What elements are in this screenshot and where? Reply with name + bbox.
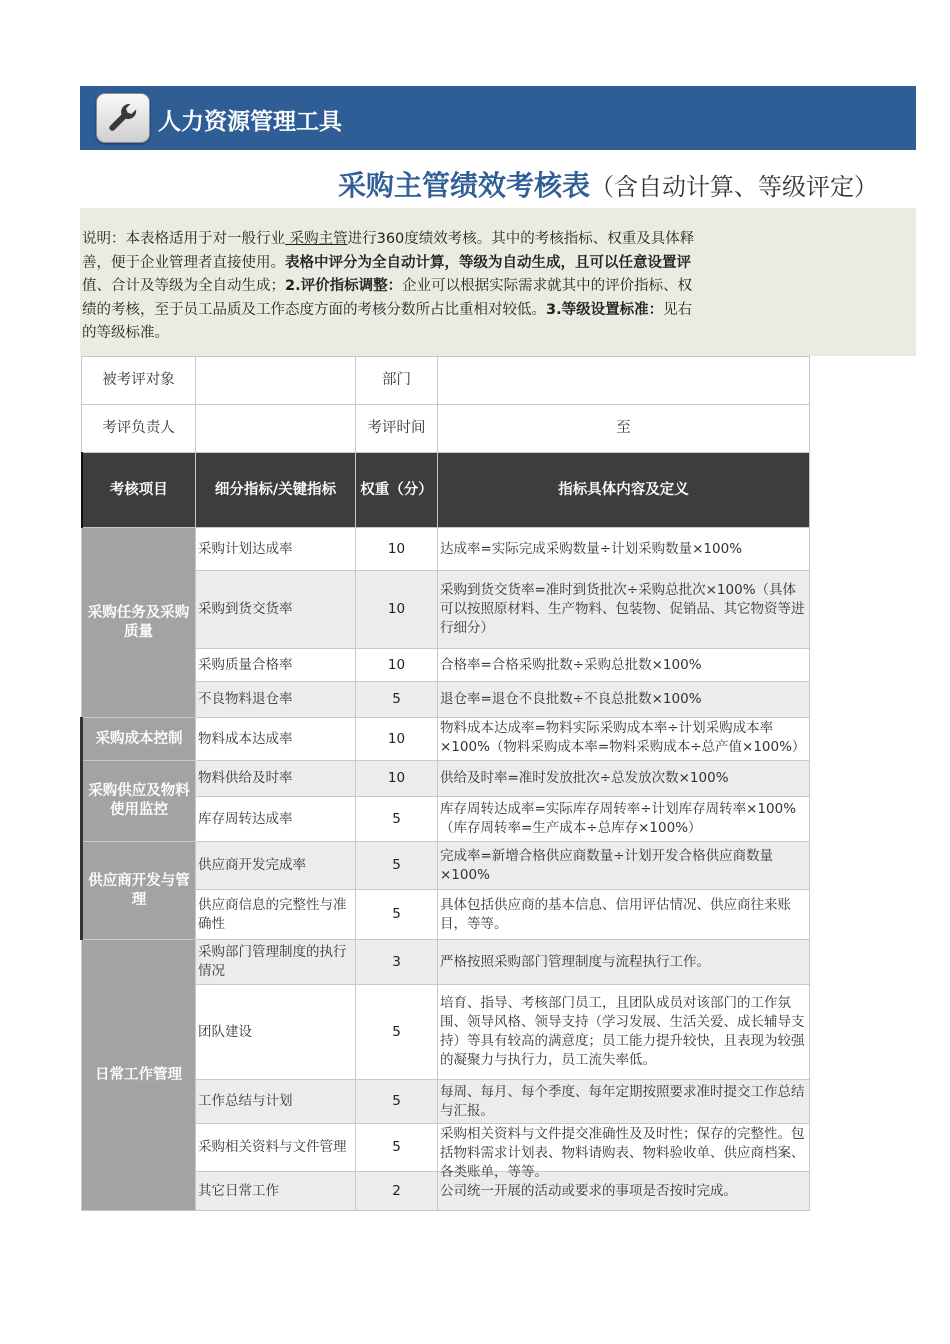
app-title: 人力资源管理工具 xyxy=(158,109,342,135)
info-row xyxy=(82,405,810,453)
page-title xyxy=(338,164,898,204)
weight-cell[interactable]: 5 xyxy=(356,1080,438,1124)
indicator-cell: 其它日常工作 xyxy=(196,1172,356,1211)
weight-cell[interactable]: 5 xyxy=(356,682,438,718)
info-row xyxy=(82,357,810,405)
definition-cell: 库存周转达成率=实际库存周转率÷计划库存周转率×100%（库存周转率=生产成本÷总库存×100%） xyxy=(438,797,810,842)
note-line: 的等级标准。 xyxy=(82,325,169,341)
table-row xyxy=(82,761,810,797)
category-cell: 日常工作管理 xyxy=(82,940,196,1211)
kpi-table xyxy=(80,356,810,1211)
definition-cell: 达成率=实际完成采购数量÷计划采购数量×100% xyxy=(438,528,810,571)
definition-cell: 物料成本达成率=物料实际采购成本率÷计划采购成本率×100%（物料采购成本率=物料采购成本÷总产值×100%） xyxy=(438,718,810,761)
category-cell: 供应商开发与管理 xyxy=(82,842,196,940)
definition-cell: 完成率=新增合格供应商数量÷计划开发合格供应商数量×100% xyxy=(438,842,810,890)
weight-cell[interactable]: 10 xyxy=(356,761,438,797)
definition-cell: 合格率=合格采购批数÷采购总批数×100% xyxy=(438,649,810,682)
wrench-icon[interactable] xyxy=(96,93,150,143)
weight-cell[interactable]: 5 xyxy=(356,842,438,890)
time-label: 考评时间 xyxy=(356,405,438,453)
target-input[interactable] xyxy=(196,357,356,405)
definition-cell: 具体包括供应商的基本信息、信用评估情况、供应商往来账目，等等。 xyxy=(438,890,810,940)
definition-cell: 采购到货交货率=准时到货批次÷采购总批次×100%（具体可以按照原材料、生产物料、包装物、促销品、其它物资等进行细分） xyxy=(438,571,810,649)
indicator-cell: 采购质量合格率 xyxy=(196,649,356,682)
app-header xyxy=(80,86,916,150)
category-cell: 采购任务及采购质量 xyxy=(82,528,196,718)
weight-cell[interactable]: 10 xyxy=(356,528,438,571)
category-cell: 采购成本控制 xyxy=(82,718,196,761)
weight-cell[interactable]: 10 xyxy=(356,718,438,761)
indicator-cell: 供应商信息的完整性与准确性 xyxy=(196,890,356,940)
weight-cell[interactable]: 10 xyxy=(356,571,438,649)
indicator-cell: 采购到货交货率 xyxy=(196,571,356,649)
table-header xyxy=(82,453,810,528)
col-category: 考核项目 xyxy=(82,453,196,528)
dept-input[interactable] xyxy=(438,357,810,405)
note-line: 绩的考核，至于员工品质及工作态度方面的考核分数所占比重相对较低。3.等级设置标准：见右 xyxy=(82,301,693,318)
weight-cell[interactable]: 3 xyxy=(356,940,438,985)
col-definition: 指标具体内容及定义 xyxy=(438,453,810,528)
weight-cell[interactable]: 2 xyxy=(356,1172,438,1211)
instructions-panel xyxy=(80,208,916,356)
definition-cell: 公司统一开展的活动或要求的事项是否按时完成。 xyxy=(438,1172,810,1211)
note-line: 值、合计及等级为全自动生成；2.评价指标调整：企业可以根据实际需求就其中的评价指标、权 xyxy=(82,278,693,294)
title-subtitle: （含自动计算、等级评定） xyxy=(590,173,879,201)
col-weight: 权重（分） xyxy=(356,453,438,528)
indicator-cell: 工作总结与计划 xyxy=(196,1080,356,1124)
definition-cell: 采购相关资料与文件提交准确性及及时性；保存的完整性。包括物料需求计划表、物料请购表、物料验收单、供应商档案、各类账单，等等。 xyxy=(438,1124,810,1172)
dept-label: 部门 xyxy=(356,357,438,405)
col-indicator: 细分指标/关键指标 xyxy=(196,453,356,528)
lead-label: 考评负责人 xyxy=(82,405,196,453)
weight-cell[interactable]: 5 xyxy=(356,797,438,842)
definition-cell: 每周、每月、每个季度、每年定期按照要求准时提交工作总结与汇报。 xyxy=(438,1080,810,1124)
weight-cell[interactable]: 5 xyxy=(356,1124,438,1172)
note-line: 善，便于企业管理者直接使用。表格中评分为全自动计算，等级为自动生成，且可以任意设置评 xyxy=(82,254,691,271)
indicator-cell: 采购计划达成率 xyxy=(196,528,356,571)
table-row xyxy=(82,940,810,985)
definition-cell: 供给及时率=准时发放批次÷总发放次数×100% xyxy=(438,761,810,797)
weight-cell[interactable]: 5 xyxy=(356,985,438,1080)
indicator-cell: 物料成本达成率 xyxy=(196,718,356,761)
lead-input[interactable] xyxy=(196,405,356,453)
instructions-text xyxy=(82,228,812,348)
note-line: 说明：本表格适用于对一般行业 采购主管进行360度绩效考核。其中的考核指标、权重及具体释 xyxy=(82,231,695,247)
definition-cell: 退仓率=退仓不良批数÷不良总批数×100% xyxy=(438,682,810,718)
weight-cell[interactable]: 5 xyxy=(356,890,438,940)
time-input[interactable]: 至 xyxy=(438,405,810,453)
category-cell: 采购供应及物料使用监控 xyxy=(82,761,196,842)
indicator-cell: 供应商开发完成率 xyxy=(196,842,356,890)
indicator-cell: 采购相关资料与文件管理 xyxy=(196,1124,356,1172)
indicator-cell: 团队建设 xyxy=(196,985,356,1080)
definition-cell: 严格按照采购部门管理制度与流程执行工作。 xyxy=(438,940,810,985)
target-label: 被考评对象 xyxy=(82,357,196,405)
table-row xyxy=(82,718,810,761)
weight-cell[interactable]: 10 xyxy=(356,649,438,682)
title-main: 采购主管绩效考核表 xyxy=(338,169,591,202)
definition-cell: 培育、指导、考核部门员工，且团队成员对该部门的工作氛围、领导风格、领导支持（学习发展、生活关爱、成长辅导支持）等具有较高的满意度；员工能力提升较快，且表现为较强的凝聚力与执行力，员工流失率低。 xyxy=(438,985,810,1080)
indicator-cell: 采购部门管理制度的执行情况 xyxy=(196,940,356,985)
indicator-cell: 库存周转达成率 xyxy=(196,797,356,842)
table-row xyxy=(82,842,810,890)
indicator-cell: 物料供给及时率 xyxy=(196,761,356,797)
table-row xyxy=(82,528,810,571)
indicator-cell: 不良物料退仓率 xyxy=(196,682,356,718)
